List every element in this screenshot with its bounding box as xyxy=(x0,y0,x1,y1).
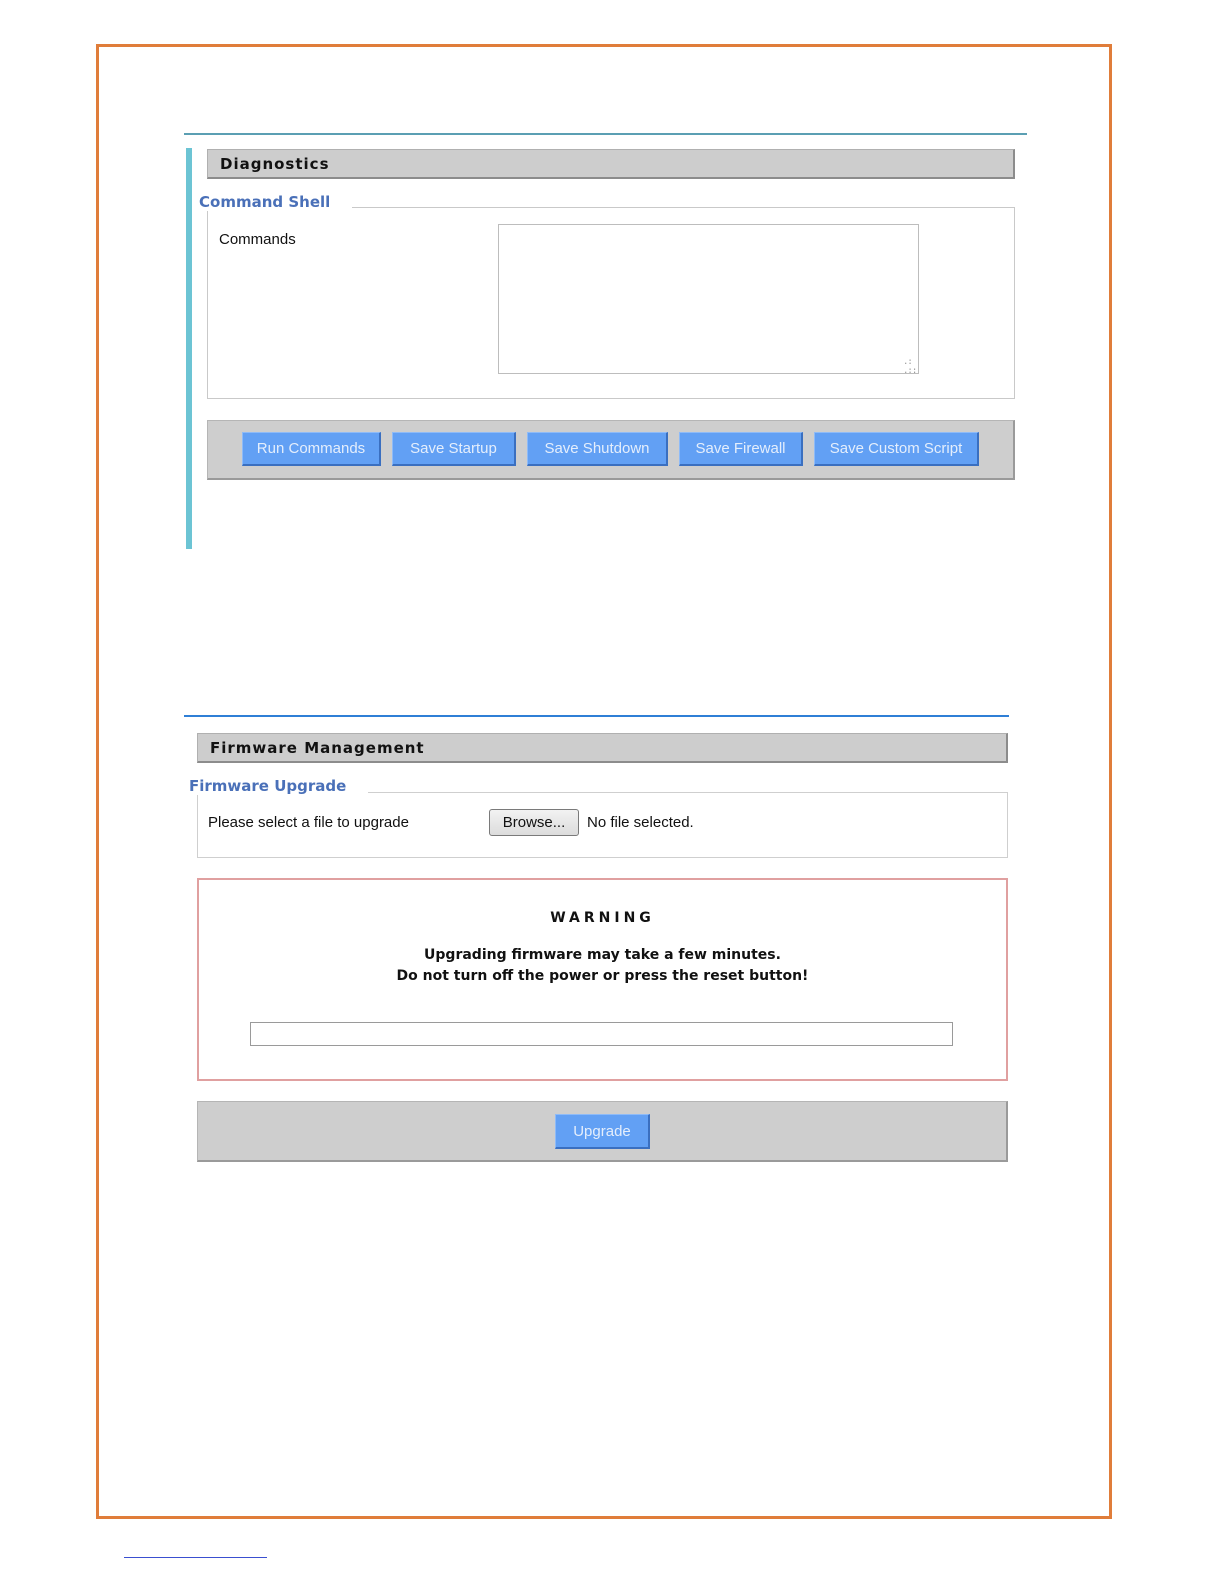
footer-rule xyxy=(124,1557,267,1558)
commands-textarea[interactable] xyxy=(498,224,919,374)
warning-line-1: Upgrading firmware may take a few minutes. xyxy=(424,947,781,963)
firmware-header xyxy=(197,733,1008,763)
diagnostics-side-bar xyxy=(186,148,192,549)
warning-line-2: Do not turn off the power or press the reset button! xyxy=(396,968,809,984)
save-firewall-button[interactable]: Save Firewall xyxy=(679,432,803,466)
firmware-top-rule xyxy=(184,715,1009,717)
select-file-label: Please select a file to upgrade xyxy=(208,814,409,831)
save-shutdown-button[interactable]: Save Shutdown xyxy=(527,432,668,466)
upgrade-button[interactable]: Upgrade xyxy=(555,1114,650,1149)
resize-grip-icon[interactable]: .: .:: xyxy=(903,357,917,376)
warning-title: WARNING xyxy=(550,910,655,926)
command-shell-legend: Command Shell xyxy=(199,193,352,211)
browse-button[interactable]: Browse... xyxy=(489,809,579,836)
diagnostics-top-rule xyxy=(184,133,1027,135)
upgrade-progress-bar xyxy=(250,1022,953,1046)
commands-label: Commands xyxy=(219,231,296,248)
save-custom-script-button[interactable]: Save Custom Script xyxy=(814,432,979,466)
file-status-text: No file selected. xyxy=(587,814,694,831)
run-commands-button[interactable]: Run Commands xyxy=(242,432,381,466)
firmware-title: Firmware Management xyxy=(210,738,425,757)
save-startup-button[interactable]: Save Startup xyxy=(392,432,516,466)
diagnostics-header xyxy=(207,149,1015,179)
warning-box xyxy=(197,878,1008,1081)
firmware-upgrade-legend: Firmware Upgrade xyxy=(189,777,368,795)
diagnostics-title: Diagnostics xyxy=(220,154,330,173)
